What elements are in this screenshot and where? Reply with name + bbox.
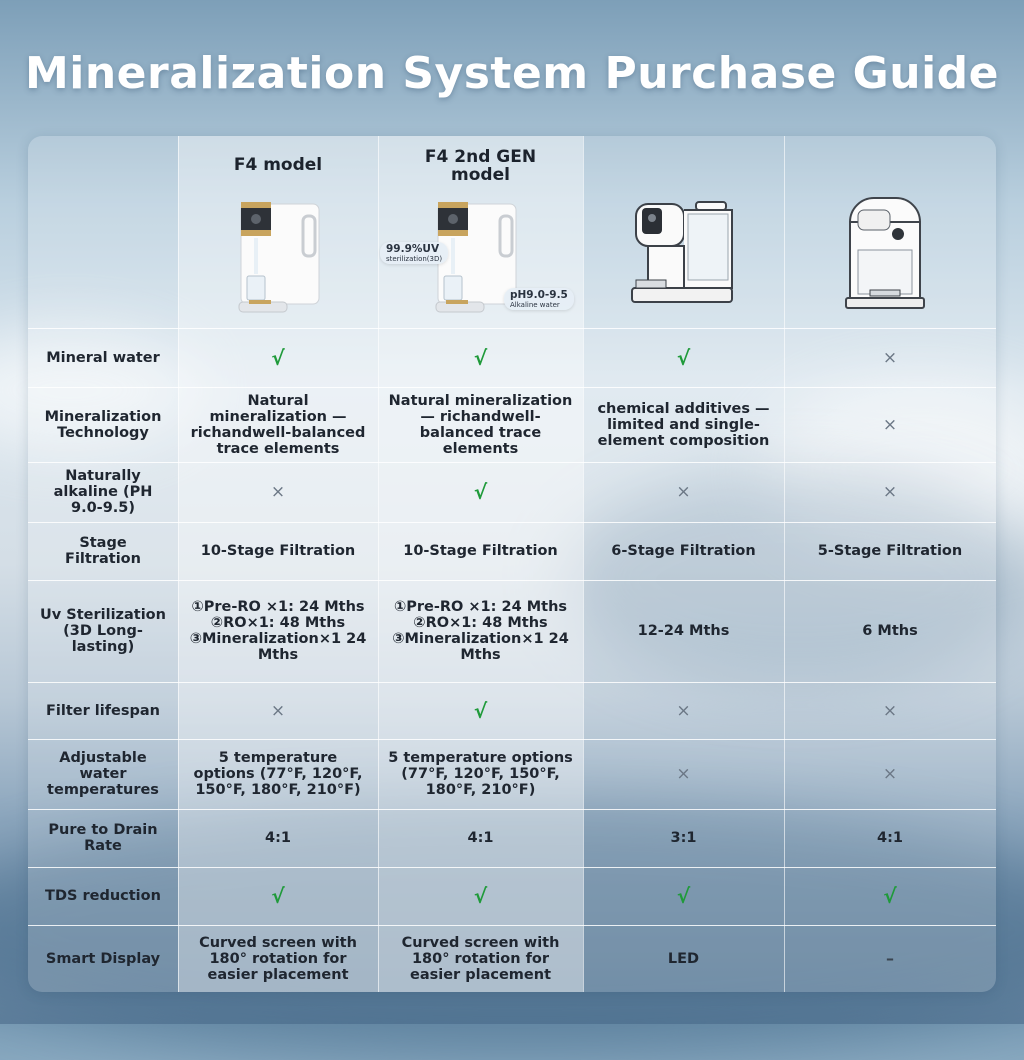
row-divider <box>28 387 996 388</box>
cell-value: ①Pre-RO ×1: 24 Mths ②RO×1: 48 Mths ③Mineralization×1 24 Mths <box>189 599 367 663</box>
row-label: Mineral water <box>46 349 160 366</box>
column-header-f4-2nd-gen: F4 2nd GEN model <box>424 147 537 185</box>
row-divider <box>28 809 996 810</box>
cell-value: chemical additives — limited and single-element composition <box>597 400 770 449</box>
check-icon: √ <box>883 884 897 908</box>
row-label: Stage Filtration <box>65 535 141 567</box>
cross-icon: × <box>676 700 691 721</box>
cell-value: 10-Stage Filtration <box>403 543 558 559</box>
cross-icon: × <box>882 482 898 502</box>
cell-value: 4:1 <box>467 830 494 846</box>
water-dispenser-icon <box>628 196 744 318</box>
cell-value: Natural mineralization — richandwell-balanced trace elements <box>190 392 366 457</box>
row-label: Adjustable water temperatures <box>47 750 159 798</box>
column-divider <box>784 136 785 992</box>
check-icon: √ <box>473 698 488 723</box>
row-divider <box>28 739 996 740</box>
row-label: Mineralization Technology <box>44 408 162 441</box>
check-icon: √ <box>271 884 285 908</box>
page-title: Mineralization System Purchase Guide <box>24 48 1000 99</box>
uv-sterilization-badge <box>380 242 448 264</box>
cross-icon: × <box>270 482 286 502</box>
check-icon: √ <box>676 884 691 908</box>
row-label: Pure to Drain Rate <box>48 822 158 854</box>
cell-value: 6 Mths <box>862 623 918 639</box>
ph-badge <box>504 288 574 310</box>
check-icon: √ <box>676 345 691 370</box>
cross-icon: × <box>676 482 691 502</box>
cell-value: 6-Stage Filtration <box>611 543 756 559</box>
cell-value: 5-Stage Filtration <box>817 543 963 559</box>
row-divider <box>28 925 996 926</box>
cross-icon: × <box>882 764 898 784</box>
row-label: Filter lifespan <box>45 702 160 719</box>
comparison-table <box>28 136 996 992</box>
row-label: TDS reduction <box>45 888 161 904</box>
cross-icon: × <box>882 347 898 368</box>
cell-value: ①Pre-RO ×1: 24 Mths ②RO×1: 48 Mths ③Mineralization×1 24 Mths <box>392 599 569 663</box>
badge-main-text: pH9.0-9.5 <box>510 289 568 301</box>
cell-value: 10-Stage Filtration <box>200 543 356 559</box>
cell-value: 5 temperature options (77°F, 120°F, 150°F, 180°F, 210°F) <box>193 750 363 798</box>
column-divider <box>583 136 584 992</box>
cell-value: LED <box>667 950 700 967</box>
badge-sub-text: sterilization(3D) <box>386 255 443 263</box>
check-icon: √ <box>473 884 488 908</box>
water-dispenser-icon <box>233 194 329 324</box>
row-divider <box>28 462 996 463</box>
cell-value: 3:1 <box>670 830 697 846</box>
cell-value: 12-24 Mths <box>637 623 730 639</box>
check-icon: √ <box>473 480 488 504</box>
row-label: Smart Display <box>45 950 161 967</box>
row-label: Naturally alkaline (PH 9.0-9.5) <box>53 468 153 516</box>
cross-icon: × <box>676 764 691 784</box>
cross-icon: × <box>882 700 898 721</box>
cell-value: 4:1 <box>265 830 291 846</box>
cell-value: 4:1 <box>877 830 903 846</box>
cell-value: Natural mineralization — richandwell-balanced trace elements <box>388 392 573 457</box>
row-divider <box>28 580 996 581</box>
cell-value: Curved screen with 180° rotation for easier placement <box>401 934 560 983</box>
cell-value: Curved screen with 180° rotation for easier placement <box>199 934 357 983</box>
check-icon: √ <box>271 345 285 370</box>
row-divider <box>28 328 996 329</box>
water-dispenser-icon <box>840 192 930 316</box>
column-divider <box>178 136 179 992</box>
row-divider <box>28 522 996 523</box>
cell-value: – <box>886 948 894 968</box>
column-divider <box>378 136 379 992</box>
check-icon: √ <box>473 345 488 370</box>
cell-value: 5 temperature options (77°F, 120°F, 150°F, 180°F, 210°F) <box>388 750 573 798</box>
column-header-f4: F4 model <box>233 155 323 175</box>
row-divider <box>28 867 996 868</box>
cross-icon: × <box>270 700 286 721</box>
row-divider <box>28 682 996 683</box>
row-label: Uv Sterilization (3D Long-lasting) <box>40 607 166 655</box>
badge-sub-text: Alkaline water <box>510 301 560 309</box>
badge-main-text: 99.9%UV <box>386 243 440 255</box>
cross-icon: × <box>882 414 898 435</box>
